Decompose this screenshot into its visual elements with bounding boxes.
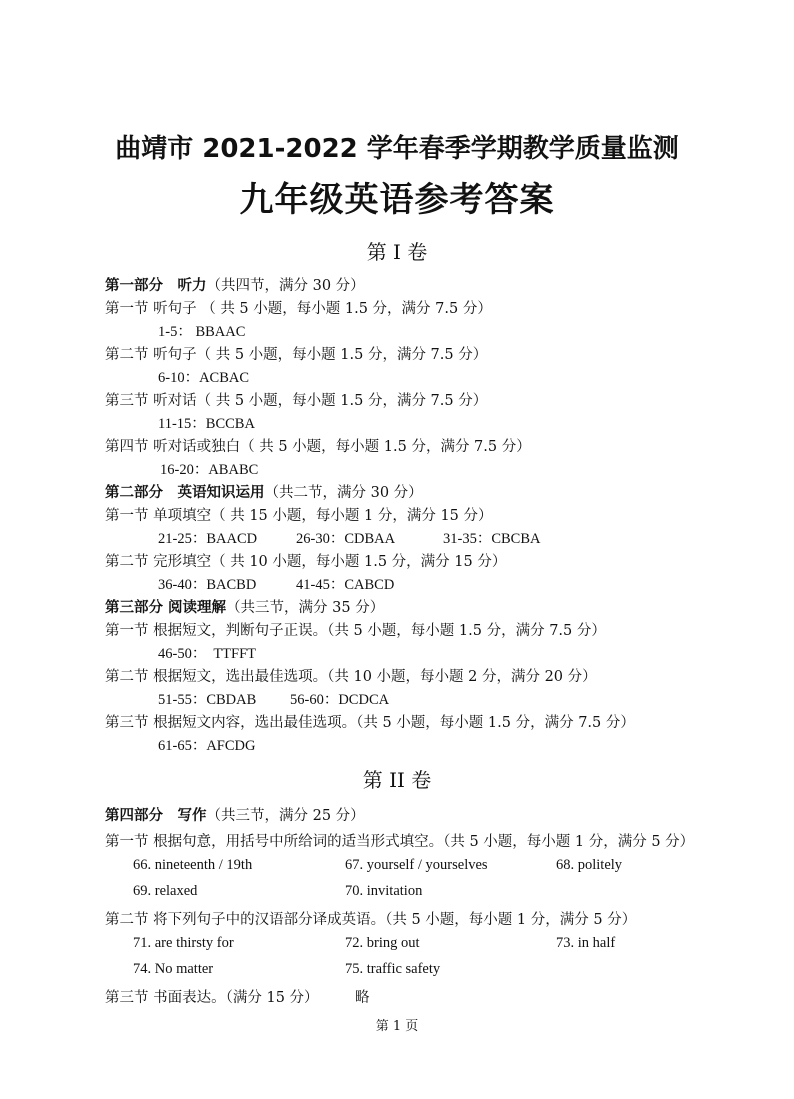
part2-section1: 第一节 单项填空（ 共 15 小题，每小题 1 分，满分 15 分） <box>105 508 493 524</box>
part4-heading: 第四部分 写作 <box>105 808 207 824</box>
answer-46-50: 46-50： TTFFT <box>158 646 257 662</box>
answer-31-35: 31-35：CBCBA <box>443 531 541 547</box>
part3-info: （共三节，满分 35 分） <box>226 600 385 616</box>
part1-section4: 第四节 听对话或独白（ 共 5 小题，每小题 1.5 分，满分 7.5 分） <box>105 439 531 455</box>
part3-section2: 第二节 根据短文，选出最佳选项。（共 10 小题，每小题 2 分，满分 20 分） <box>105 669 597 685</box>
part4-section1: 第一节 根据句意，用括号中所给词的适当形式填空。（共 5 小题，每小题 1 分，满分 5 分） <box>105 834 695 850</box>
answer-6-10: 6-10：ACBAC <box>158 370 250 386</box>
document-title: 曲靖市 2021-2022 学年春季学期教学质量监测 <box>115 134 679 164</box>
document-subtitle: 九年级英语参考答案 <box>239 180 555 220</box>
answer-74: 74. No matter <box>133 961 214 977</box>
answer-67: 67. yourself / yourselves <box>345 857 488 873</box>
answer-41-45: 41-45：CABCD <box>296 577 395 593</box>
part4-section3: 第三节 书面表达。（满分 15 分） <box>105 990 319 1006</box>
part1-heading: 第一部分 听力 <box>105 278 207 294</box>
page-number: 第 1 页 <box>375 1019 419 1034</box>
part4-heading-line <box>105 804 365 825</box>
answer-36-40: 36-40：BACBD <box>158 577 257 593</box>
answer-73: 73. in half <box>556 935 616 951</box>
answer-16-20: 16-20：ABABC <box>160 462 259 478</box>
volume-2-heading: 第 II 卷 <box>362 768 432 792</box>
answer-75: 75. traffic safety <box>345 961 441 977</box>
part1-section1: 第一节 听句子 （ 共 5 小题，每小题 1.5 分，满分 7.5 分） <box>105 301 492 317</box>
volume-1-heading: 第 I 卷 <box>366 240 428 264</box>
answer-71: 71. are thirsty for <box>133 935 234 951</box>
answer-11-15: 11-15：BCCBA <box>158 416 255 432</box>
part3-section3: 第三节 根据短文内容，选出最佳选项。（共 5 小题，每小题 1.5 分，满分 7.5 分） <box>105 715 635 731</box>
answer-70: 70. invitation <box>345 883 423 899</box>
part1-section3: 第三节 听对话（ 共 5 小题，每小题 1.5 分，满分 7.5 分） <box>105 393 488 409</box>
answer-66: 66. nineteenth / 19th <box>133 857 253 873</box>
answer-69: 69. relaxed <box>133 883 198 899</box>
part2-info: （共二节，满分 30 分） <box>264 485 423 501</box>
answer-68: 68. politely <box>556 857 623 873</box>
answer-21-25: 21-25：BAACD <box>158 531 258 547</box>
part4-section2: 第二节 将下列句子中的汉语部分译成英语。（共 5 小题，每小题 1 分，满分 5 分） <box>105 912 637 928</box>
answer-56-60: 56-60：DCDCA <box>290 692 390 708</box>
part2-heading: 第二部分 英语知识运用 <box>105 485 265 501</box>
part4-info: （共三节，满分 25 分） <box>206 808 365 824</box>
answer-26-30: 26-30：CDBAA <box>296 531 396 547</box>
answer-1-5: 1-5： BBAAC <box>158 324 246 340</box>
part3-section1: 第一节 根据短文，判断句子正误。（共 5 小题，每小题 1.5 分，满分 7.5 分） <box>105 623 606 639</box>
answer-72: 72. bring out <box>345 935 420 951</box>
part3-heading-line <box>105 596 384 617</box>
part1-info: （共四节，满分 30 分） <box>206 278 365 294</box>
part2-section2: 第二节 完形填空（ 共 10 小题，每小题 1.5 分，满分 15 分） <box>105 554 507 570</box>
part1-heading-line <box>105 274 365 295</box>
answer-51-55: 51-55：CBDAB <box>158 692 257 708</box>
part1-section2: 第二节 听句子（ 共 5 小题，每小题 1.5 分，满分 7.5 分） <box>105 347 488 363</box>
answer-61-65: 61-65：AFCDG <box>158 738 256 754</box>
part4-section3-note: 略 <box>355 990 370 1006</box>
part2-heading-line <box>105 481 423 502</box>
part3-heading: 第三部分 阅读理解 <box>105 600 227 616</box>
